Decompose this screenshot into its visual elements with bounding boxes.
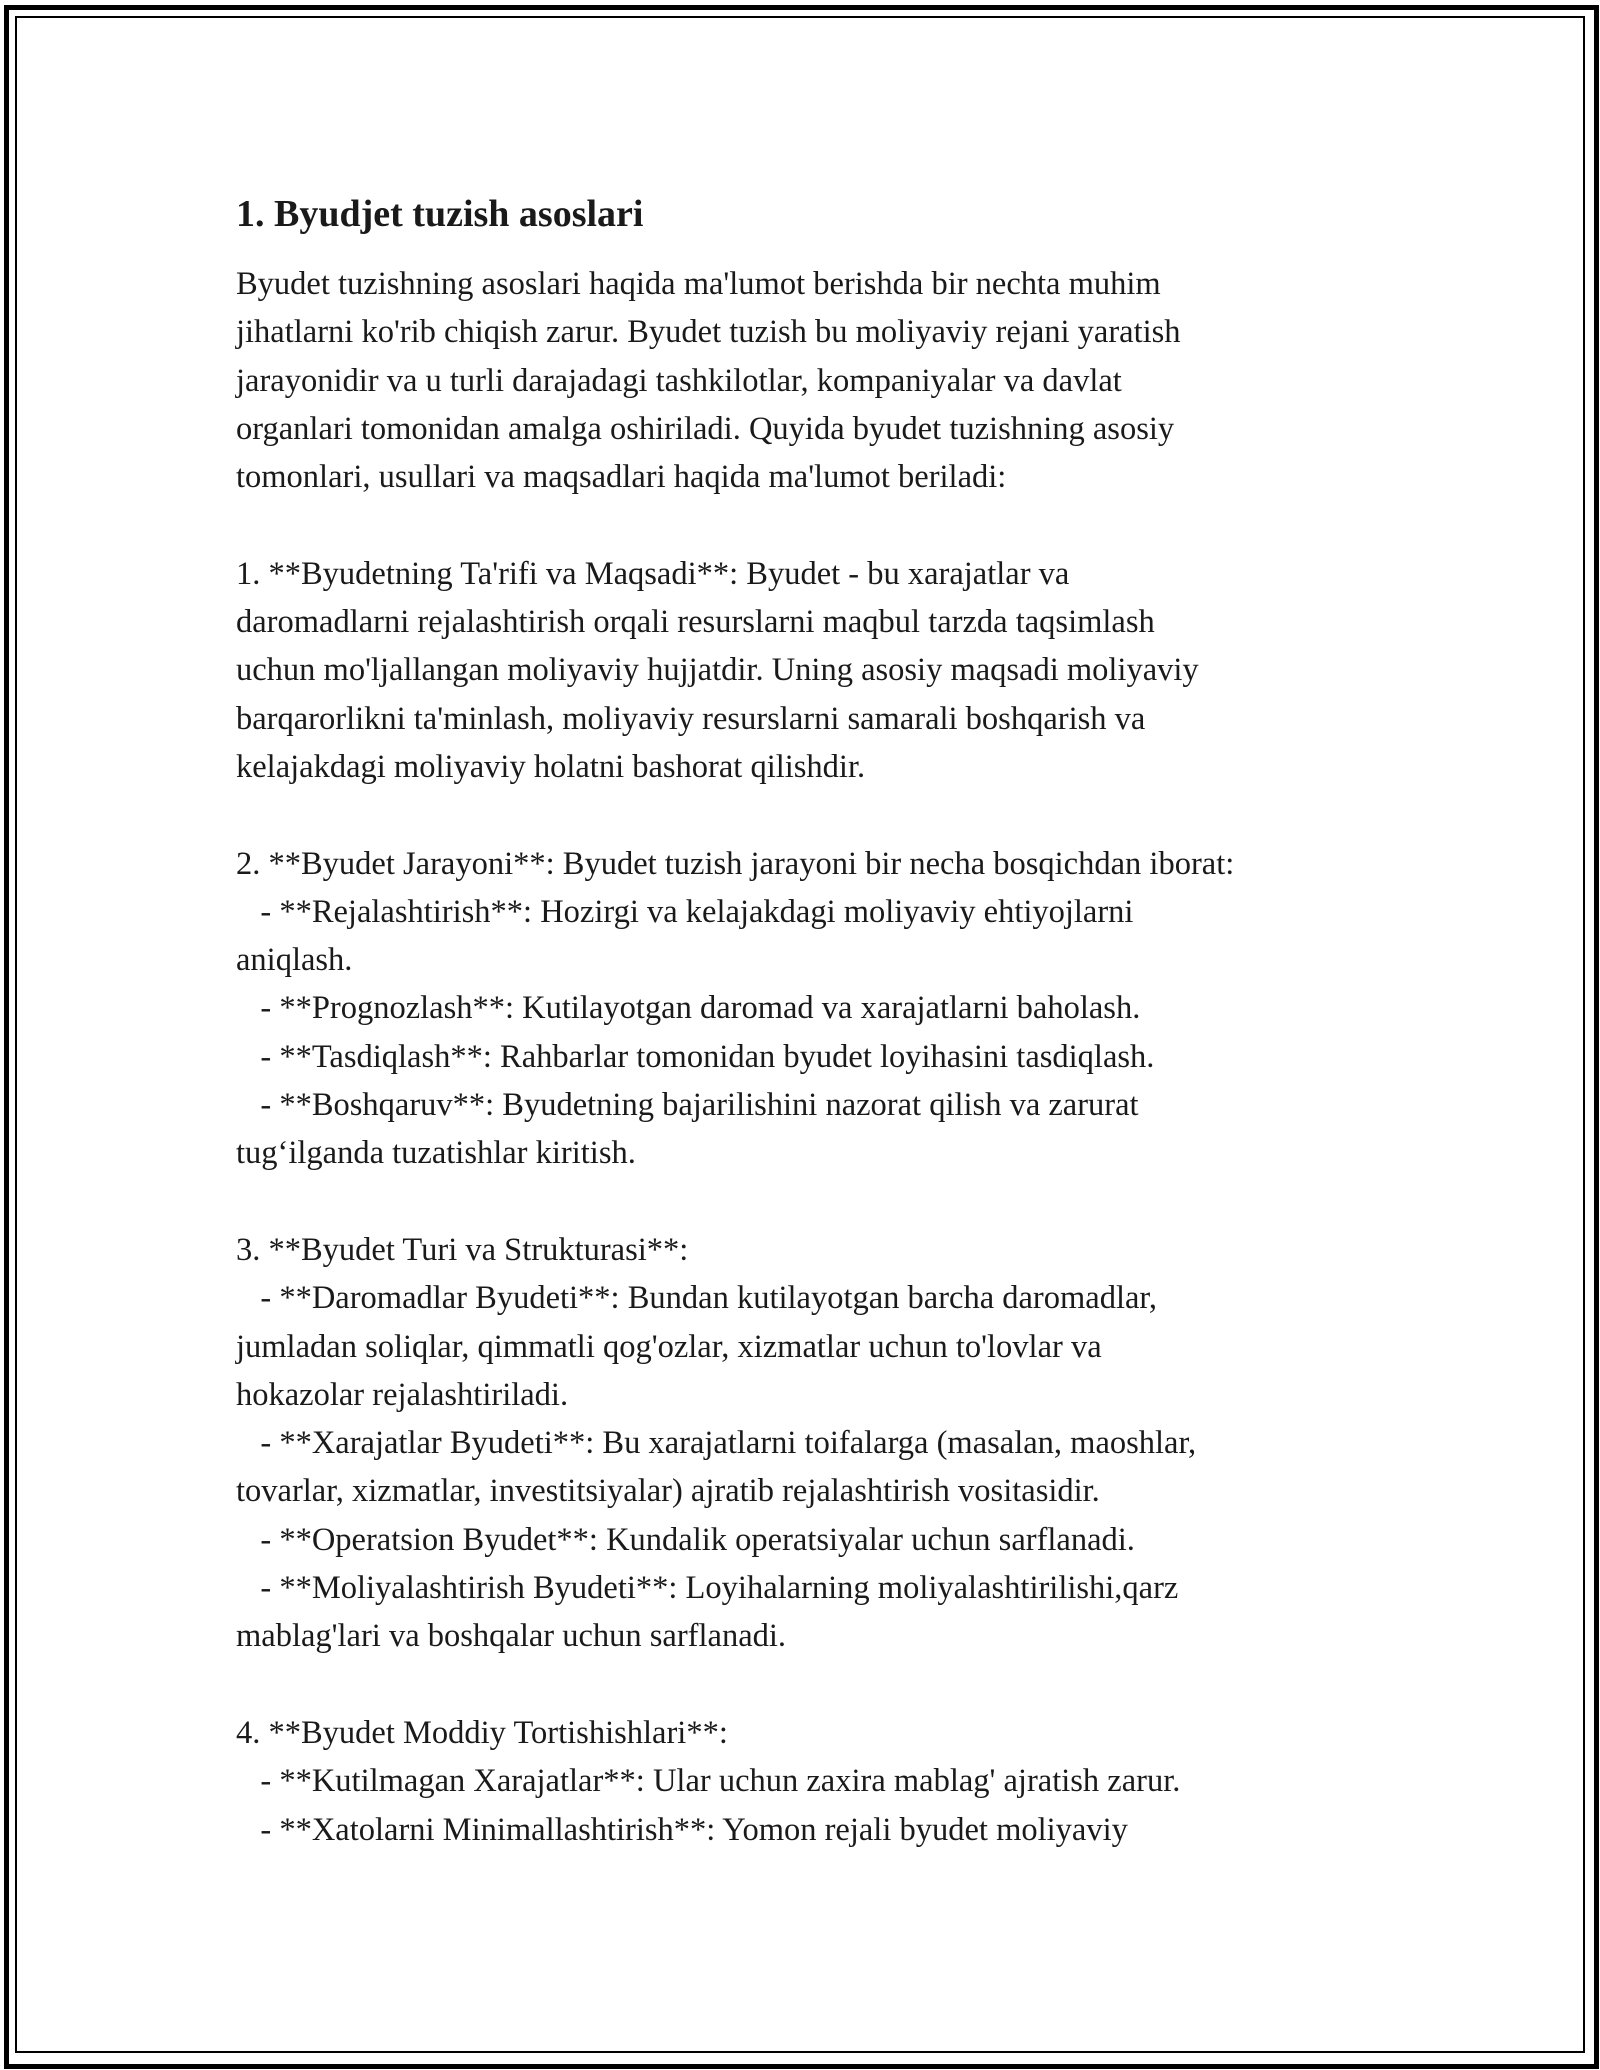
section-heading: 1. Byudjet tuzish asoslari [236, 193, 644, 235]
document-content [236, 186, 1386, 1854]
section-body-text: Byudet tuzishning asoslari haqida ma'lumot berishda bir nechta muhim jihatlarni ko'rib chiqish zarur. Byudet tuzish bu moliyaviy rejani yaratish jarayonidir va u turli darajadagi tashkilotlar, kompaniyalar va davlat organlari tomonidan amalga oshiriladi. Quyida byudet tuzishning asosiy tomonlari, usullari va maqsadlari haqida ma'lumot beriladi: 1. **Byudetning Ta'rifi va Maqsadi**: Byudet - bu xarajatlar va daromadlarni rejalashtirish orqali resurslarni maqbul tarzda taqsimlash uchun mo'ljallangan moliyaviy hujjatdir. Uning asosiy maqsadi moliyaviy barqarorlikni ta'minlash, moliyaviy resurslarni samarali boshqarish va kelajakdagi moliyaviy holatni bashorat qilishdir. 2. **Byudet Jarayoni**: Byudet tuzish jarayoni bir necha bosqichdan iborat: - **Rejalashtirish**: Hozirgi va kelajakdagi moliyaviy ehtiyojlarni aniqlash. - **Prognozlash**: Kutilayotgan daromad va xarajatlarni baholash. - **Tasdiqlash**: Rahbarlar tomonidan byudet loyihasini tasdiqlash. - **Boshqaruv**: Byudetning bajarilishini nazorat qilish va zarurat tug‘ilganda tuzatishlar kiritish. 3. **Byudet Turi va Strukturasi**: - **Daromadlar Byudeti**: Bundan kutilayotgan barcha daromadlar, jumladan soliqlar, qimmatli qog'ozlar, xizmatlar uchun to'lovlar va hokazolar rejalashtiriladi. - **Xarajatlar Byudeti**: Bu xarajatlarni toifalarga (masalan, maoshlar, tovarlar, xizmatlar, investitsiyalar) ajratib rejalashtirish vositasidir. - **Operatsion Byudet**: Kundalik operatsiyalar uchun sarflanadi. - **Moliyalashtirish Byudeti**: Loyihalarning moliyalashtirilishi,qarz mablag'lari va boshqalar uchun sarflanadi. 4. **Byudet Moddiy Tortishishlari**: - **Kutilmagan Xarajatlar**: Ular uchun zaxira mablag' ajratish zarur. - **Xatolarni Minimallashtirish**: Yomon rejali byudet moliyaviy [236, 266, 1235, 1848]
